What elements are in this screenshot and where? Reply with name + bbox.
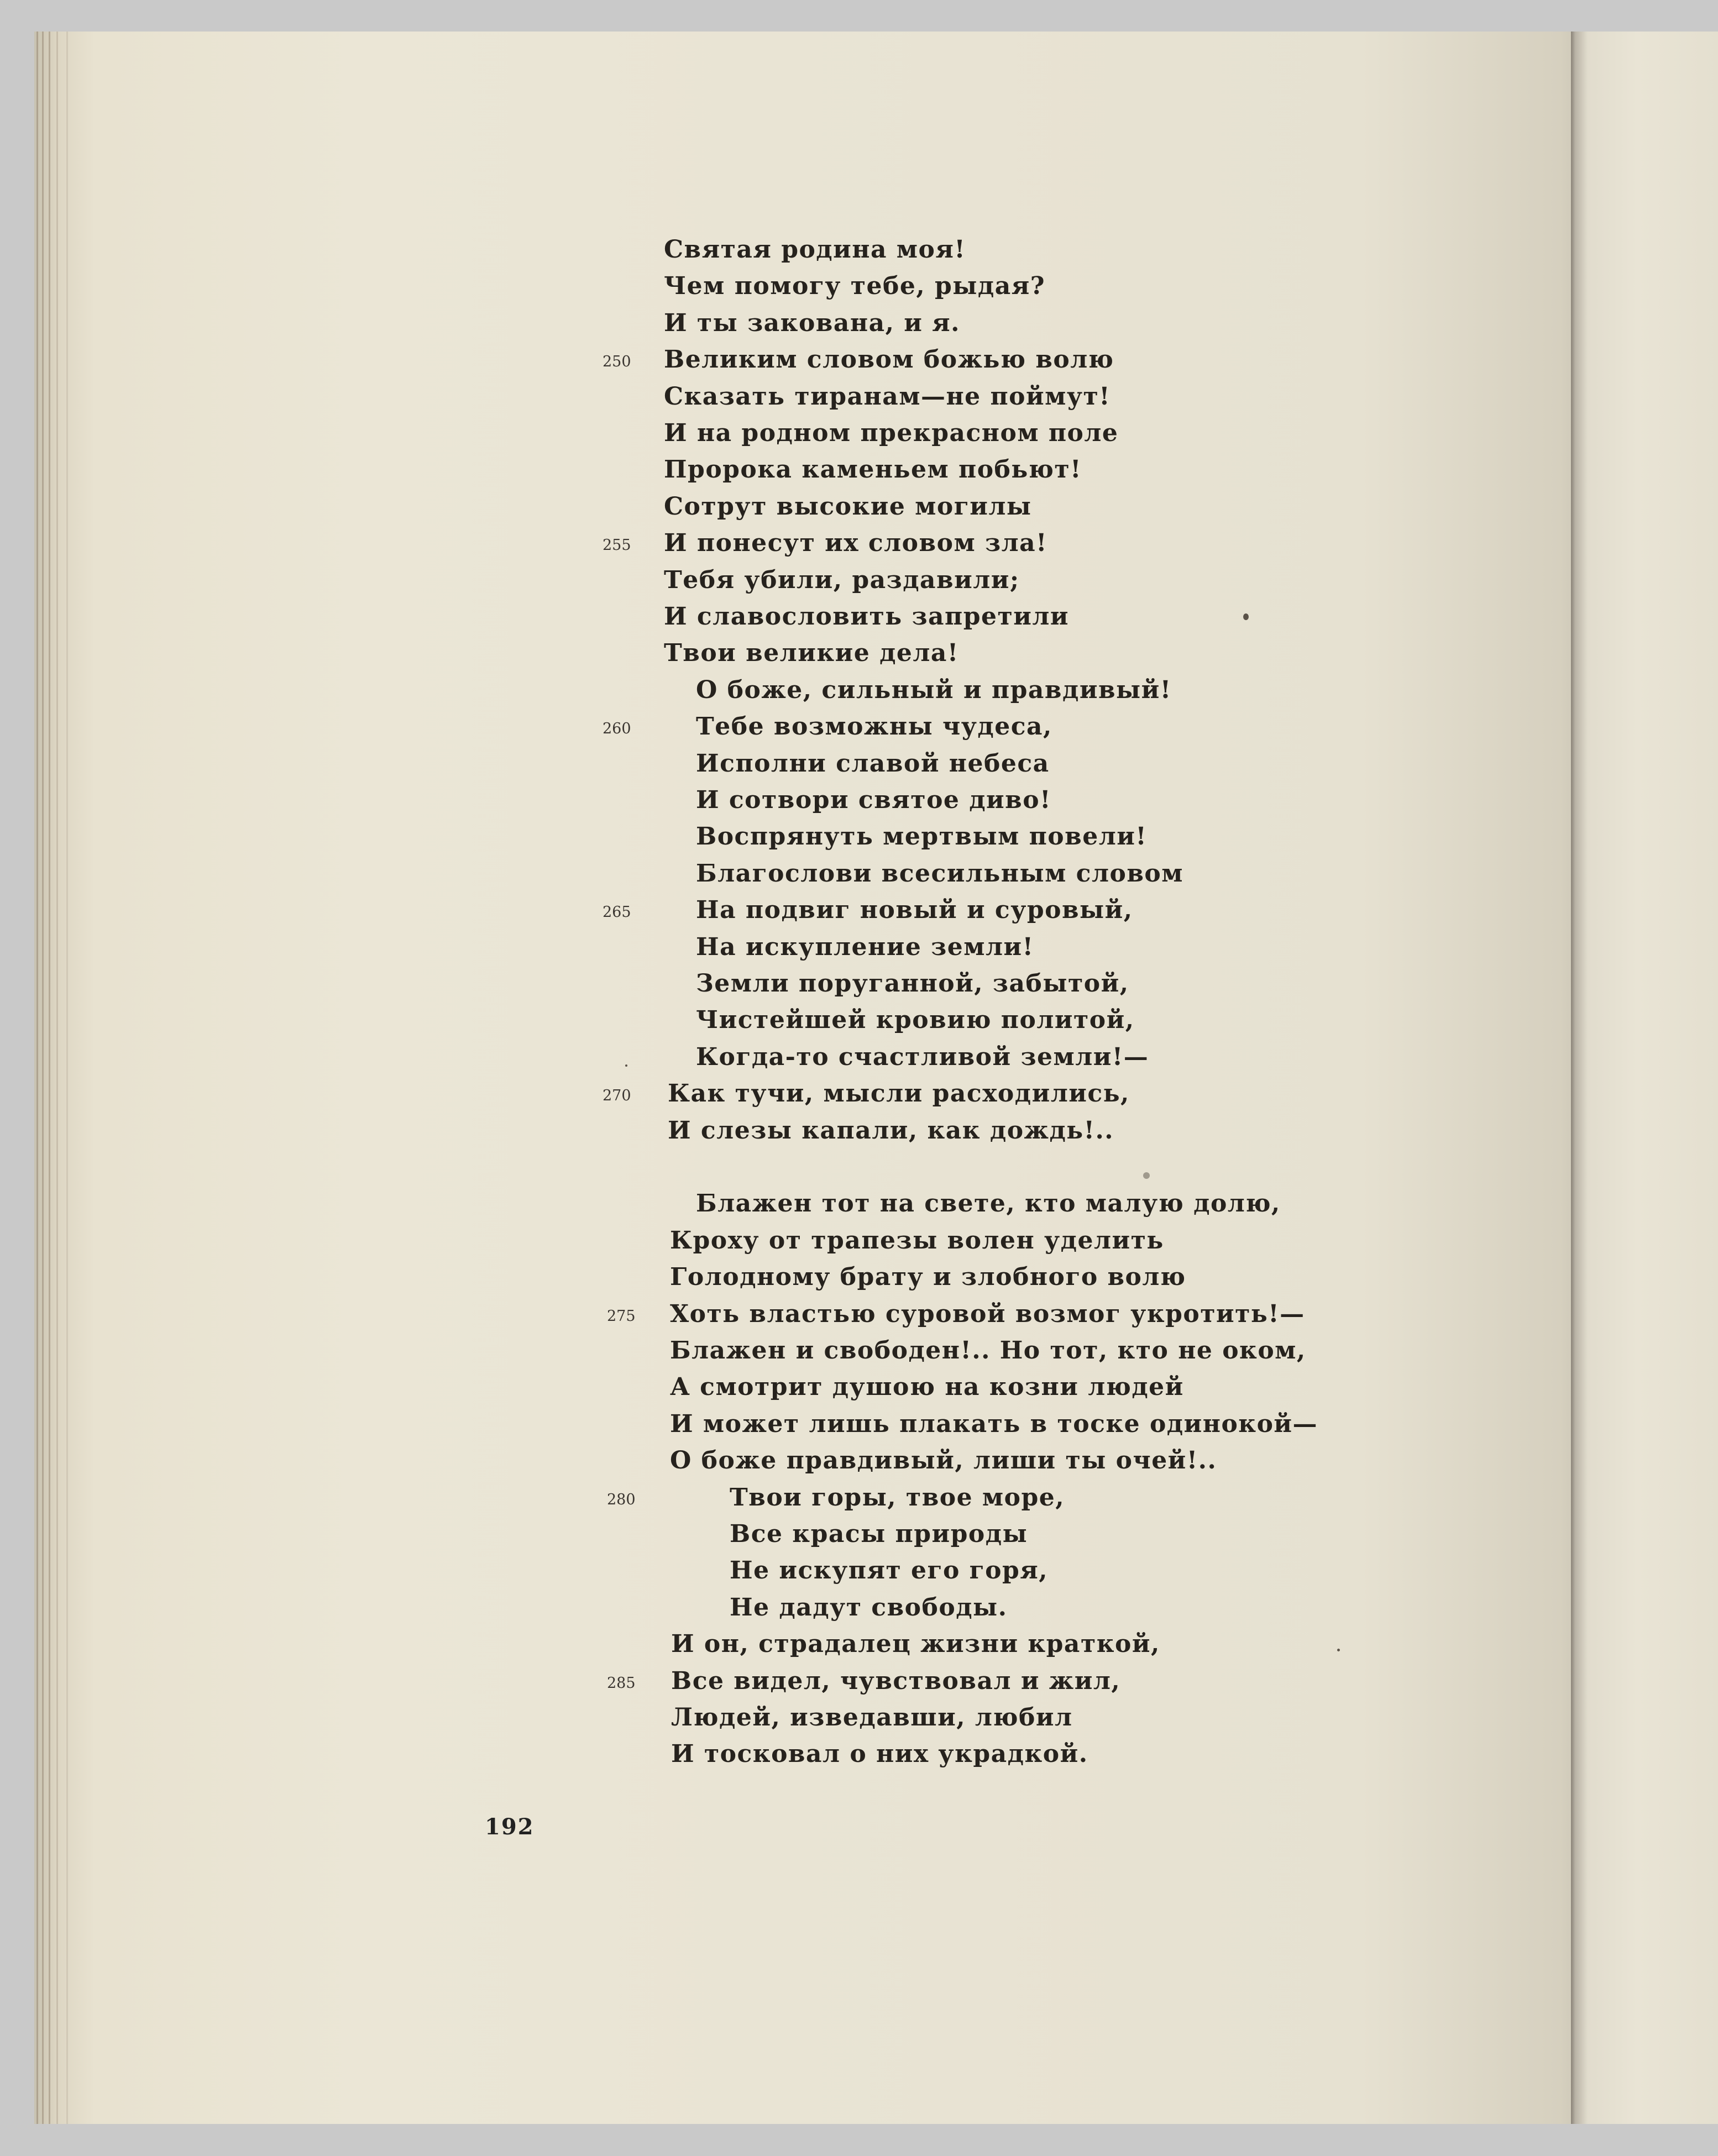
verse-line: А смотрит душою на козни людей [670,1373,1184,1401]
verse-line: Не дадут свободы. [730,1593,1008,1622]
verse-line: Блажен и свободен!.. Но тот, кто не оком, [670,1336,1306,1365]
verse-line: На подвиг новый и суровый, [696,896,1133,924]
facing-page [1571,32,1718,2124]
line-number: 280 [607,1491,636,1508]
verse-line: Тебя убили, раздавили; [664,566,1020,594]
verse-line: Твои горы, твое море, [730,1483,1065,1512]
ink-speck [625,1064,627,1067]
verse-line: Блажен тот на свете, кто малую долю, [696,1189,1281,1218]
verse-line: Благослови всесильным словом [696,859,1183,888]
line-number: 270 [603,1087,631,1104]
line-number: 255 [603,537,631,554]
verse-line: Сотрут высокие могилы [664,492,1032,521]
line-number: 260 [603,720,631,737]
verse-line: Сказать тиранам—не поймут! [664,382,1111,411]
page-edge [42,32,44,2124]
verse-line: И ты закована, и я. [664,309,961,337]
verse-line: И понесут их словом зла! [664,529,1047,557]
verse-line: Чистейшей кровию политой, [696,1006,1135,1034]
line-number: 285 [607,1675,636,1692]
verse-line: И славословить запретили [664,602,1070,631]
verse-line: Не искупят его горя, [730,1556,1049,1585]
verse-line: Когда-то счастливой земли!— [696,1043,1149,1071]
page-scan [34,32,1718,2124]
verse-line: И на родном прекрасном поле [664,419,1119,447]
verse-line: О боже, сильный и правдивый! [696,676,1172,704]
verse-line: Воспрянуть мертвым повели! [696,822,1148,851]
verse-line: Голодному брату и злобного волю [670,1263,1186,1291]
verse-line: Пророка каменьем побьют! [664,455,1082,484]
page-edge [56,32,58,2124]
verse-line: Тебе возможны чудеса, [696,712,1052,741]
verse-line: И сотвори святое диво! [696,786,1051,814]
verse-line: И может лишь плакать в тоске одинокой— [670,1410,1318,1438]
verse-line: Все видел, чувствовал и жил, [671,1667,1121,1695]
verse-line: Кроху от трапезы волен уделить [670,1226,1164,1255]
verse-line: На искупление земли! [696,933,1034,961]
verse-line: Чем помогу тебе, рыдая? [664,272,1046,300]
verse-line: И он, страдалец жизни краткой, [671,1630,1160,1658]
verse-line: Людей, изведавши, любил [671,1703,1073,1732]
page-edge [36,32,38,2124]
page-edge [66,32,68,2124]
line-number: 250 [603,353,631,370]
verse-line: О боже правдивый, лиши ты очей!.. [670,1446,1217,1475]
verse-line: Исполни славой небеса [696,749,1050,778]
verse-line: Великим словом божью волю [664,345,1114,374]
verse-line: Твои великие дела! [664,639,959,667]
verse-line: И тосковал о них украдкой. [671,1740,1088,1768]
line-number: 265 [603,904,631,921]
line-number: 275 [607,1308,636,1325]
verse-line: Как тучи, мысли расходились, [668,1079,1130,1108]
page-edge [49,32,50,2124]
verse-line: Святая родина моя! [664,235,966,264]
ink-speck [1243,613,1249,620]
ink-speck [1337,1649,1340,1651]
verse-line: Земли поруганной, забытой, [696,969,1129,998]
verse-line: Все красы природы [730,1520,1028,1548]
page-number: 192 [485,1814,535,1840]
verse-line: И слезы капали, как дождь!.. [668,1116,1114,1145]
verse-line: Хоть властью суровой возмог укротить!— [670,1300,1305,1328]
ink-speck [1143,1172,1150,1179]
